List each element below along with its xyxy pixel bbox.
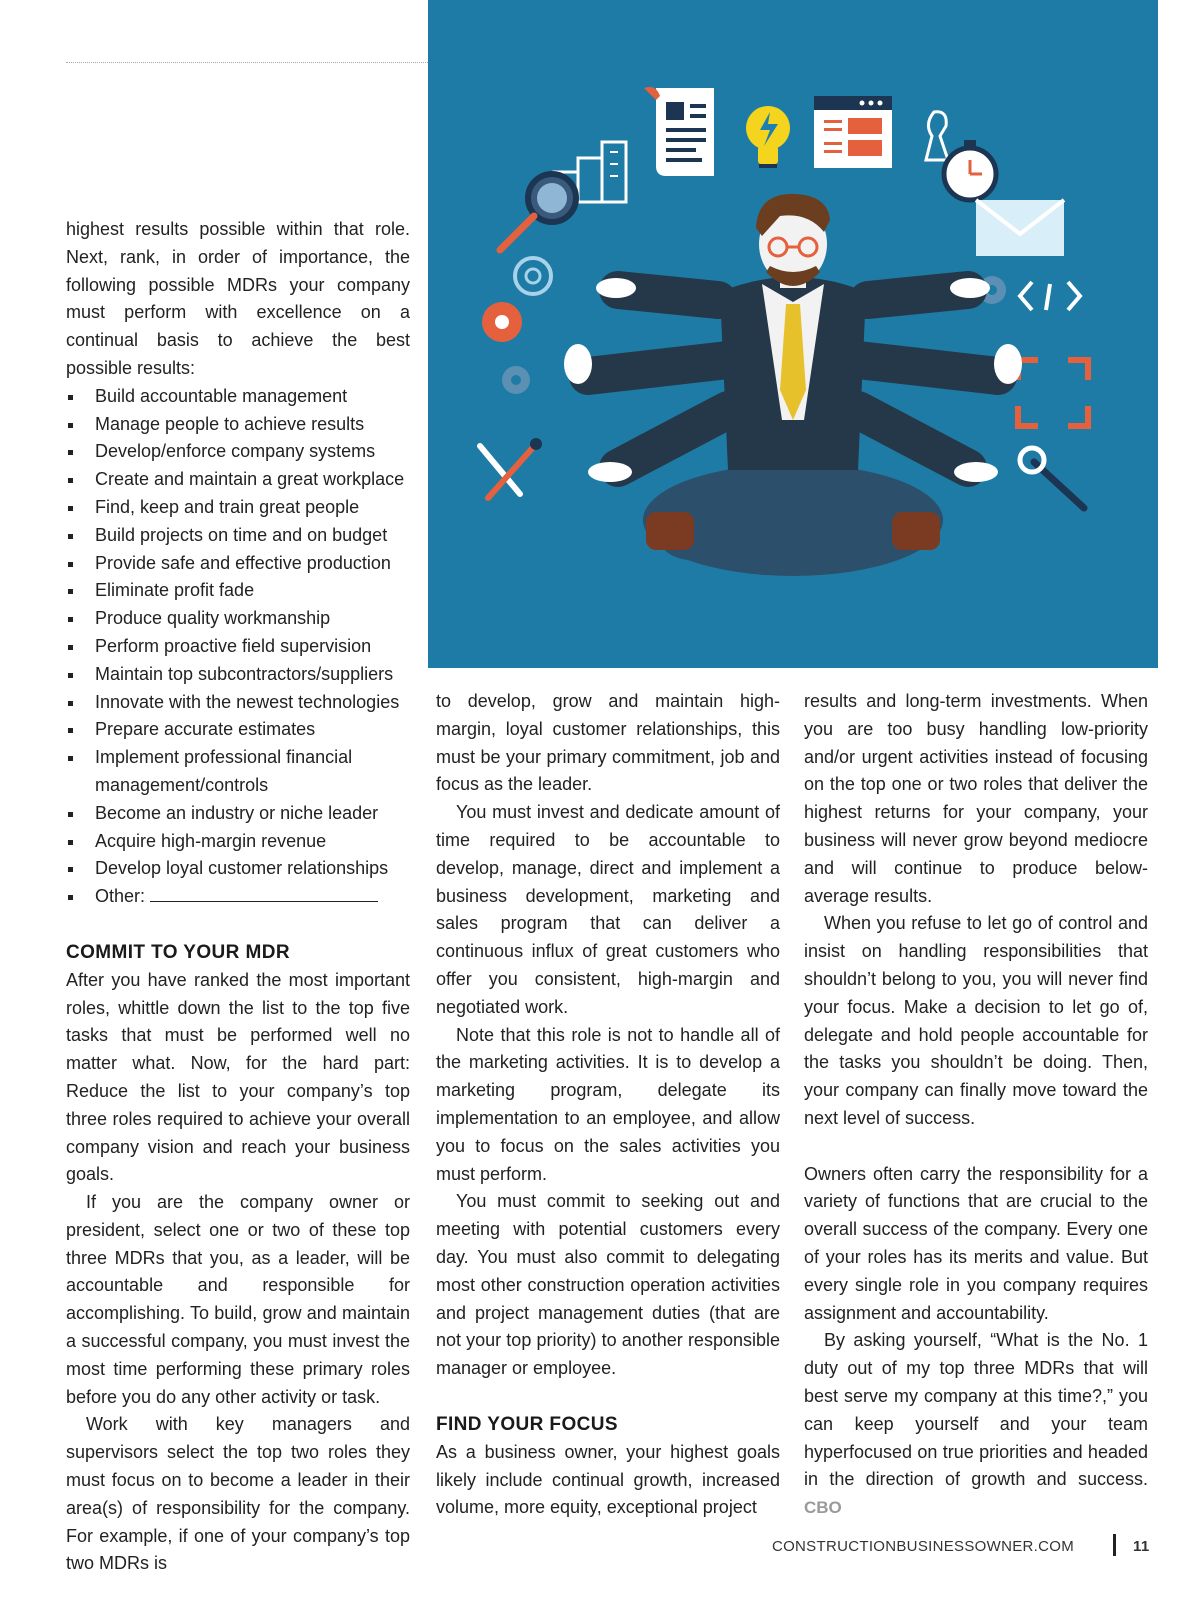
col3-paragraph: When you refuse to let go of control and insist on handling responsibilities that shouldn’t belong to you, you will never find your focus. Make a decision to let go of, delegate and hold people accountable for the tasks you shouldn’t be doing. Then, your company can finally move toward the next level of success. <box>804 913 1148 1128</box>
stopwatch-icon <box>944 140 996 200</box>
col3-paragraph: results and long-term investments. When you are too busy handling low-priority and/or urgent activities instead of focusing on the top one or two roles that deliver the highest returns for your company, your business will never grow beyond mediocre and will continue to produce below-average results. <box>804 691 1148 906</box>
wrench-icon <box>1020 448 1084 508</box>
cbo-end-mark: CBO <box>804 1498 842 1518</box>
col3-paragraph: Owners often carry the responsibility for a variety of functions that are crucial to the overall success of the company. Every one of your roles has its merits and value. But every single role in you company requires assignment and accountability. <box>804 1163 1148 1323</box>
magnifier-icon <box>500 174 576 250</box>
heading-find-your-focus: FIND YOUR FOCUS <box>436 1413 618 1435</box>
list-item: Maintain top subcontractors/suppliers <box>66 661 410 689</box>
document-icon <box>644 87 714 176</box>
page-number: 11 <box>1133 1538 1150 1555</box>
col2-paragraph: You must invest and dedicate amount of time required to be accountable to develop, manage, direct and implement a business development, marketing and sales program that can deliver a continuous influx of great customers who offer you consistent, high-margin and negotiated work. <box>436 802 780 1017</box>
multitasking-manager-illustration <box>428 0 1158 668</box>
list-item: Innovate with the newest technologies <box>66 689 410 717</box>
businessman-head <box>756 194 830 288</box>
focus-brackets-icon <box>1018 360 1088 426</box>
list-item: Create and maintain a great workplace <box>66 466 410 494</box>
list-item: Provide safe and effective production <box>66 550 410 578</box>
tools-icon <box>480 438 542 498</box>
col2-paragraph: You must commit to seeking out and meeting with potential customers every day. You must also commit to delegating most other construction operation activities and project management duties (that are not your top priority) to another responsible manager or employee. <box>436 1191 780 1379</box>
list-item: Manage people to achieve results <box>66 411 410 439</box>
column-3 <box>804 688 1148 1522</box>
list-item: Find, keep and train great people <box>66 494 410 522</box>
other-blank-line <box>150 885 378 902</box>
list-item-other <box>66 883 410 911</box>
list-item: Eliminate profit fade <box>66 577 410 605</box>
col3-paragraph <box>804 1327 1148 1522</box>
list-item: Implement professional financial management/controls <box>66 744 410 800</box>
footer-divider <box>1113 1534 1116 1556</box>
list-item: Acquire high-margin revenue <box>66 828 410 856</box>
col1-paragraph: If you are the company owner or president, select one or two of these top three MDRs that you, as a leader, will be accountable and responsible for accomplishing. To build, grow and maintain a successful company, you must invest the most time performing these primary roles before you do any other activity or task. <box>66 1192 410 1407</box>
col1-paragraph: Work with key managers and supervisors select the top two roles they must focus on to become a leader in their area(s) of responsibility for the company. For example, if one of your company’s top two MDRs is <box>66 1414 410 1574</box>
col1-paragraph: After you have ranked the most important roles, whittle down the list to the top five tasks that must be performed well no matter what. Now, for the hard part: Reduce the list to your company’s top three roles required to achieve your overall company vision and reach your business goals. <box>66 969 410 1185</box>
col1-intro-paragraph: highest results possible within that role. Next, rank, in order of importance, the following possible MDRs your company must perform with excellence on a continual basis to achieve the best possible results: <box>66 219 410 378</box>
chess-piece-icon <box>926 112 948 160</box>
column-1 <box>66 216 410 1578</box>
mdr-list <box>66 383 410 911</box>
col2-paragraph: to develop, grow and maintain high-margin, loyal customer relationships, this must be your primary commitment, job and focus as the leader. <box>436 691 780 795</box>
list-item: Develop/enforce company systems <box>66 438 410 466</box>
list-item: Build projects on time and on budget <box>66 522 410 550</box>
code-icon <box>978 276 1080 310</box>
column-2 <box>436 688 780 1522</box>
envelope-icon <box>976 200 1064 256</box>
footer-site-url: CONSTRUCTIONBUSINESSOWNER.COM <box>771 1538 1074 1555</box>
gear-icon <box>482 258 551 394</box>
heading-commit-to-your-mdr: COMMIT TO YOUR MDR <box>66 941 290 963</box>
col3-final-text: By asking yourself, “What is the No. 1 duty out of my top three MDRs that will best serve my company at this time?,” you can keep yourself and your team hyperfocused on true priorities and headed in the direction of growth and success. <box>804 1330 1148 1490</box>
browser-window-icon <box>814 96 892 168</box>
col2-paragraph: Note that this role is not to handle all of the marketing activities. It is to develop a marketing program, delegate its implementation to an employee, and allow you to focus on the sales activities you must perform. <box>436 1024 780 1184</box>
other-label: Other: <box>95 886 146 907</box>
list-item: Build accountable management <box>66 383 410 411</box>
crossed-legs <box>643 464 943 576</box>
list-item: Produce quality workmanship <box>66 605 410 633</box>
list-item: Perform proactive field supervision <box>66 633 410 661</box>
lightbulb-icon <box>746 106 790 168</box>
list-item: Become an industry or niche leader <box>66 800 410 828</box>
list-item: Develop loyal customer relationships <box>66 855 410 883</box>
list-item: Prepare accurate estimates <box>66 716 410 744</box>
col2-paragraph: As a business owner, your highest goals likely include continual growth, increased volume, more equity, exceptional project <box>436 1441 780 1518</box>
businessman-torso <box>720 277 866 470</box>
top-dotted-rule <box>66 62 428 63</box>
